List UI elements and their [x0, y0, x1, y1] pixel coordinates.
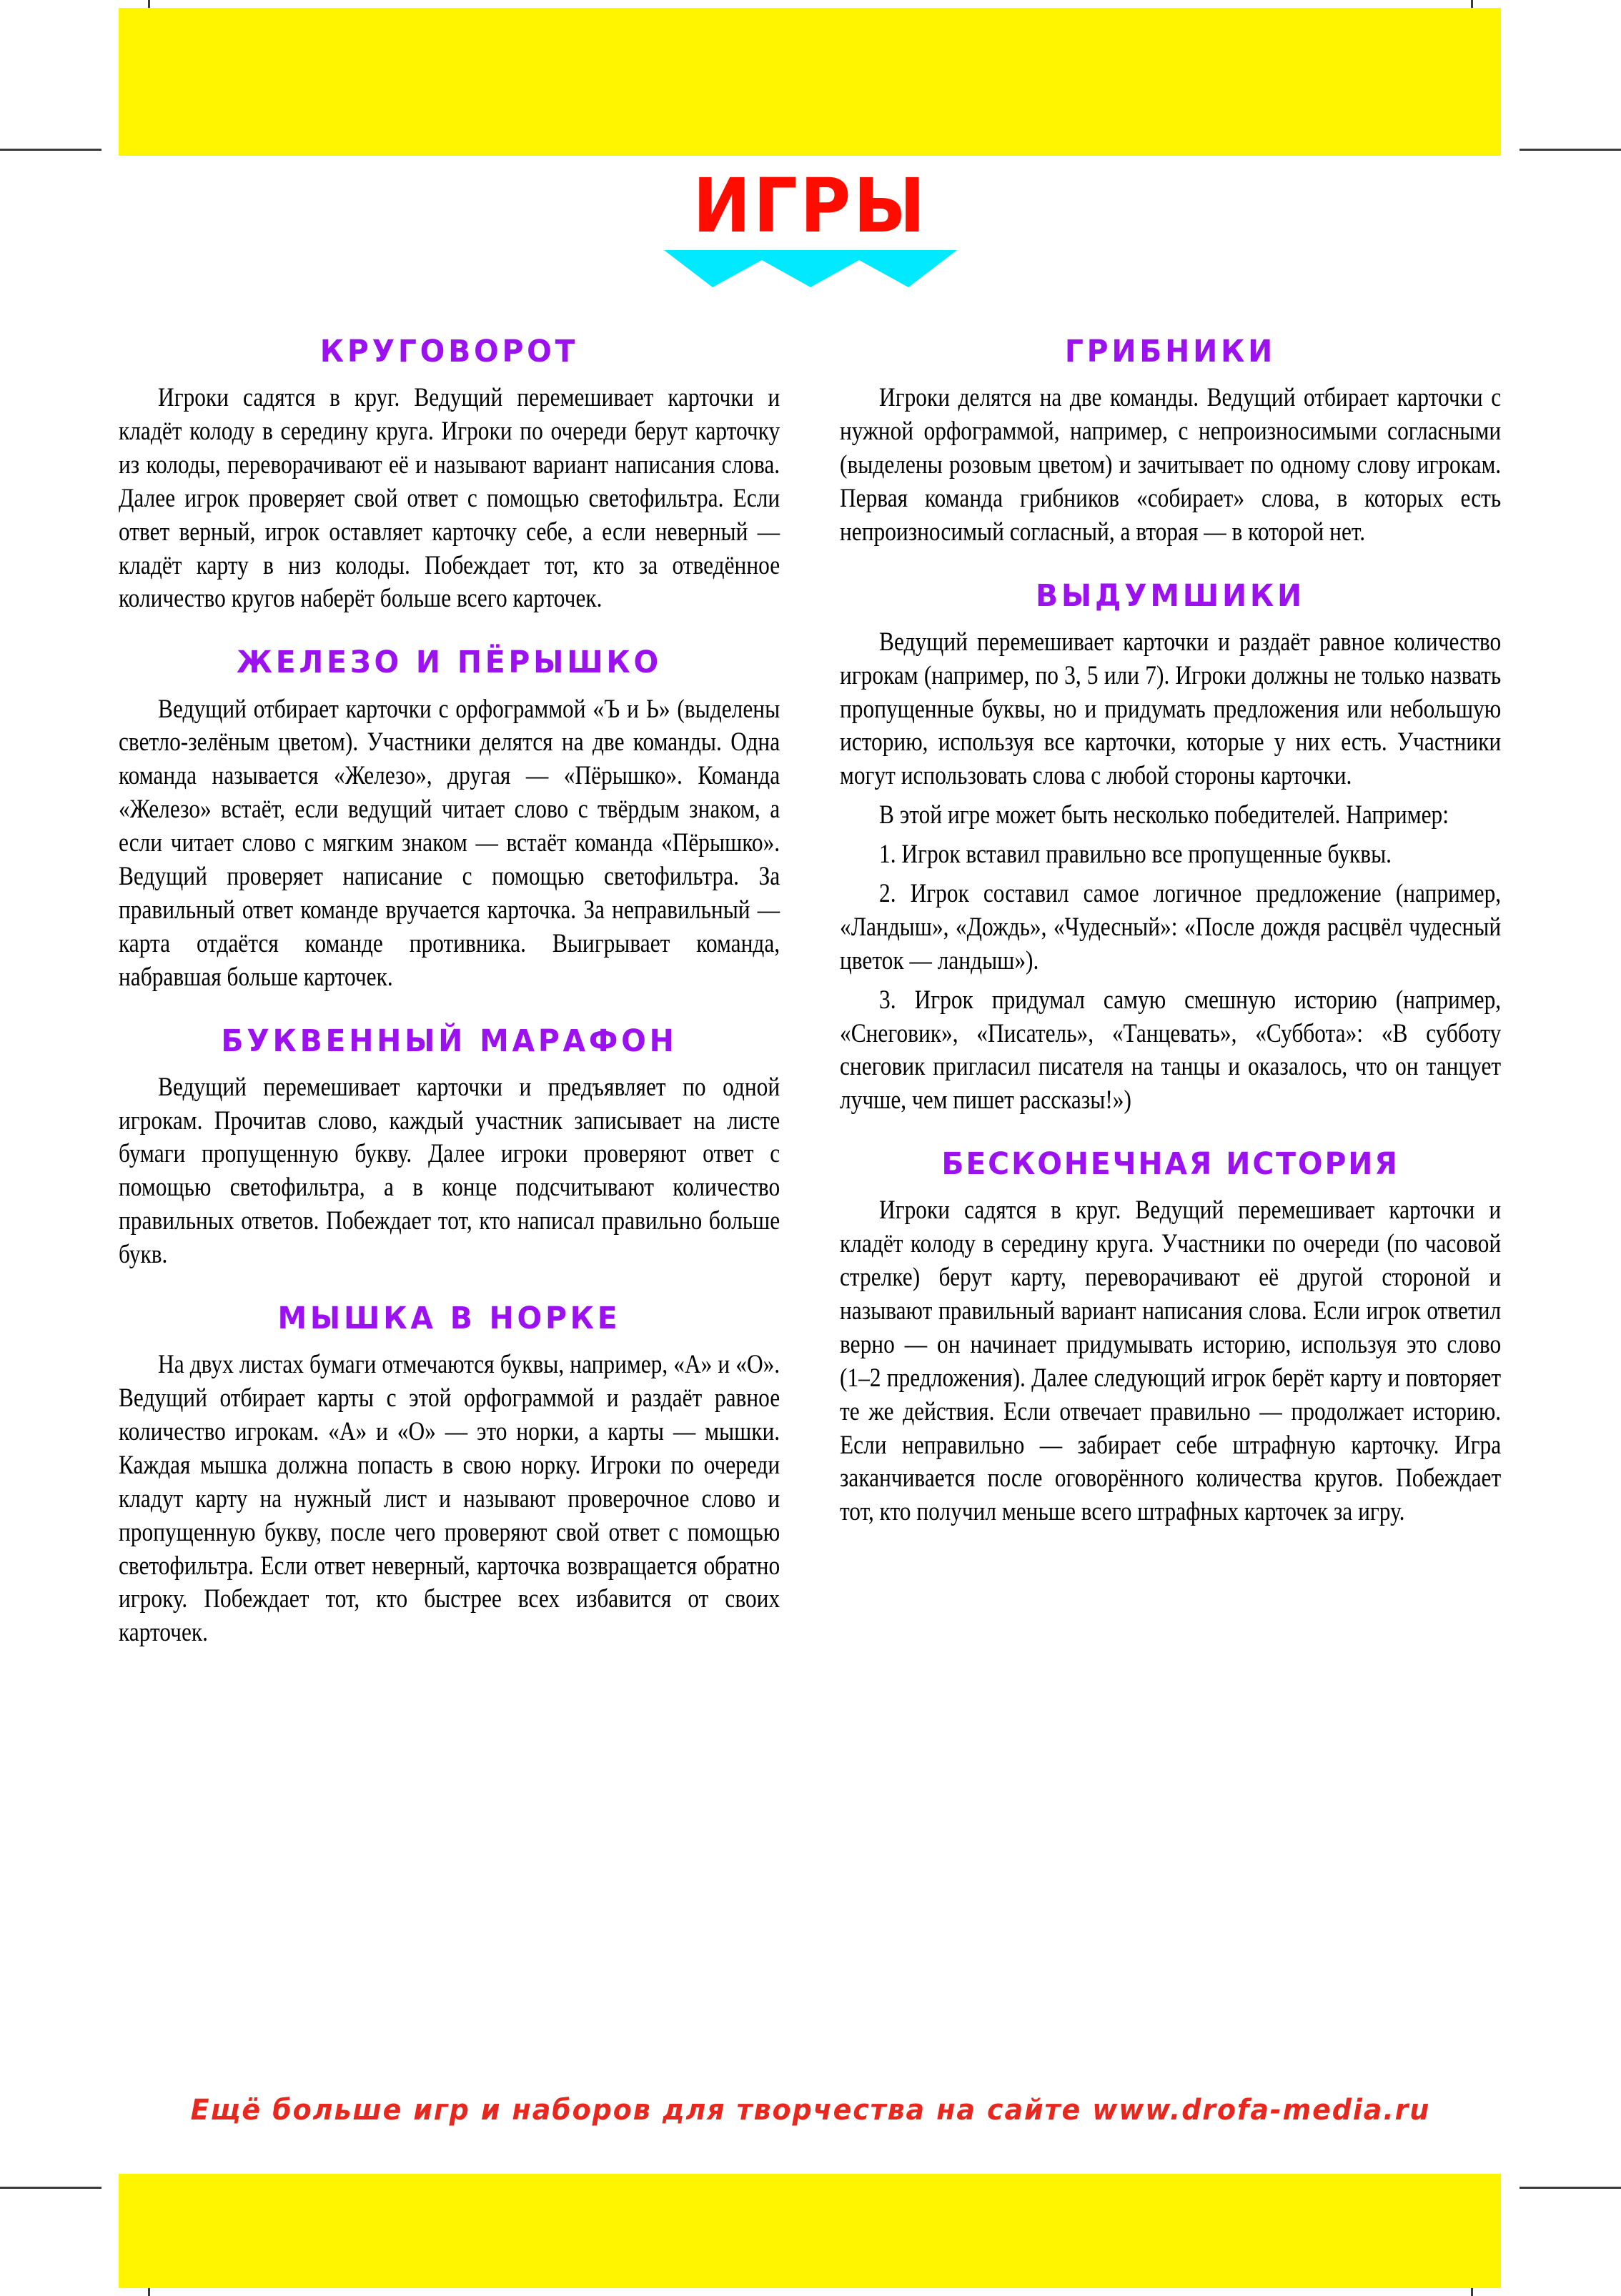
top-yellow-band [119, 8, 1501, 156]
game-block-gribniki [840, 336, 1501, 549]
right-column [840, 336, 1501, 1649]
article-columns [119, 336, 1501, 1649]
game-text-bukvennyi-marafon: Ведущий перемешивает карточки и предъявляет по одной игрокам. Прочитав слово, каждый участник записывает на листе бумаги пропущенную букву. Далее игроки проверяют ответ с помощью светофильтра, а в конце подсчитывают количество правильных ответов. Побеждает тот, кто написал правильно больше букв. [119, 1071, 780, 1269]
game-block-zhelezo-i-peryshko [119, 647, 780, 993]
masthead [0, 162, 1621, 287]
game-block-beskonechnaya-istoriya [840, 1148, 1501, 1529]
game-block-krugovorot [119, 336, 780, 615]
footer-promo-text: Ещё больше игр и наборов для творчества на сайте www.drofa-media.ru [190, 2094, 1431, 2127]
game-text-vydumshiki-item-3: 3. Игрок придумал самую смешную историю (например, «Снеговик», «Писатель», «Танцевать», «Суббота»: «В субботу снеговик пригласил писателя на танцы и оказалось, что он танцует лучше, чем пишет рассказы!») [840, 984, 1502, 1115]
game-heading-zhelezo-i-peryshko: ЖЕЛЕЗО И ПЁРЫШКО [236, 645, 663, 681]
game-text-gribniki: Игроки делятся на две команды. Ведущий отбирает карточки с нужной орфограммой, например, с непроизносимыми согласными (выделены розовым цветом) и зачитывает по одному слову игрокам. Первая команда грибников «собирает» слова, в которых есть непроизносимый согласный, а вторая — в которой нет. [840, 382, 1502, 546]
zigzag-decoration-icon [664, 250, 957, 287]
game-heading-vydumshiki: ВЫДУМШИКИ [1036, 577, 1305, 614]
crop-mark-top-left-horizontal [0, 149, 101, 151]
game-heading-bukvennyi-marafon: БУКВЕННЫЙ МАРАФОН [221, 1023, 678, 1059]
game-text-myshka-v-norke: На двух листах бумаги отмечаются буквы, например, «А» и «О». Ведущий отбирает карты с этой орфограммой и раздаёт равное количество игрокам. «А» и «О» — это норки, а карты — мышки. Каждая мышка должна попасть в свою норку. Игроки по очереди кладут карту на нужный лист и называют проверочное слово и пропущенную букву, после чего проверяют свой ответ с помощью светофильтра. Если ответ неверный, карточка возвращается обратно игроку. Побеждает тот, кто быстрее всех избавится от своих карточек. [119, 1349, 780, 1647]
game-heading-myshka-v-norke: МЫШКА В НОРКЕ [277, 1301, 621, 1337]
game-block-vydumshiki [840, 577, 1502, 1118]
page-title: ИГРЫ [693, 162, 928, 249]
crop-mark-top-right-horizontal [1520, 149, 1621, 151]
game-text-vydumshiki-item-1: 1. Игрок вставил правильно все пропущенные буквы. [879, 839, 1392, 869]
crop-mark-bottom-left-horizontal [0, 2187, 101, 2189]
footer [0, 2094, 1621, 2127]
game-text-zhelezo-i-peryshko: Ведущий отбирает карточки с орфограммой «Ъ и Ь» (выделены светло-зелёным цветом). Участники делятся на две команды. Одна команда называется «Железо», другая — «Пёрышко». Команда «Железо» встаёт, если ведущий читает слово с твёрдым знаком, а если читает слово с мягким знаком — встаёт команда «Пёрышко». Ведущий проверяет написание с помощью светофильтра. За правильный ответ команде вручается карточка. За неправильный — карта отдаётся команде противника. Выигрывает команда, набравшая больше карточек. [119, 693, 780, 991]
crop-mark-bottom-right-horizontal [1520, 2187, 1621, 2189]
game-block-bukvennyi-marafon [119, 1025, 780, 1271]
game-text-krugovorot: Игроки садятся в круг. Ведущий перемешивает карточки и кладёт колоду в середину круга. Игроки по очереди берут карточку из колоды, переворачивают её и называют вариант написания слова. Далее игрок проверяет свой ответ с помощью светофильтра. Если ответ верный, игрок оставляет карточку себе, а если неверный — кладёт карту в низ колоды. Побеждает тот, кто за отведённое количество кругов наберёт больше всего карточек. [119, 382, 780, 613]
game-heading-krugovorot: КРУГОВОРОТ [319, 334, 579, 369]
game-text-vydumshiki-item-2: 2. Игрок составил самое логичное предложение (например, «Ландыш», «Дождь», «Чудесный»: «После дождя расцвёл чудесный цветок — ландыш»). [840, 878, 1502, 975]
bottom-yellow-band [119, 2174, 1501, 2288]
left-column [119, 336, 780, 1649]
game-text-beskonechnaya-istoriya: Игроки садятся в круг. Ведущий перемешивает карточки и кладёт колоду в середину круга. Участники по очереди (по часовой стрелке) берут карту, переворачивают её другой стороной и называют правильный вариант написания слова. Если игрок ответил верно — он начинает придумывать историю, используя это слово (1–2 предложения). Далее следующий игрок берёт карту и повторяет те же действия. Если отвечает правильно — продолжает историю. Если неправильно — забирает себе штрафную карточку. Игра заканчивается после оговорённого количества кругов. Побеждает тот, кто получил меньше всего штрафных карточек за игру. [840, 1195, 1502, 1526]
game-block-myshka-v-norke [119, 1303, 780, 1649]
game-text-vydumshiki-winners: В этой игре может быть несколько победителей. Например: [879, 800, 1449, 830]
game-heading-beskonechnaya-istoriya: БЕСКОНЕЧНАЯ ИСТОРИЯ [941, 1146, 1399, 1183]
game-heading-gribniki: ГРИБНИКИ [1064, 334, 1277, 369]
game-text-vydumshiki-intro: Ведущий перемешивает карточки и раздаёт равное количество игрокам (например, по 3, 5 или 7). Игроки должны не только назвать пропущенные буквы, но и придумать предложения или небольшую историю, используя все карточки, которые у них есть. Участники могут использовать слова с любой стороны карточки. [840, 626, 1502, 790]
